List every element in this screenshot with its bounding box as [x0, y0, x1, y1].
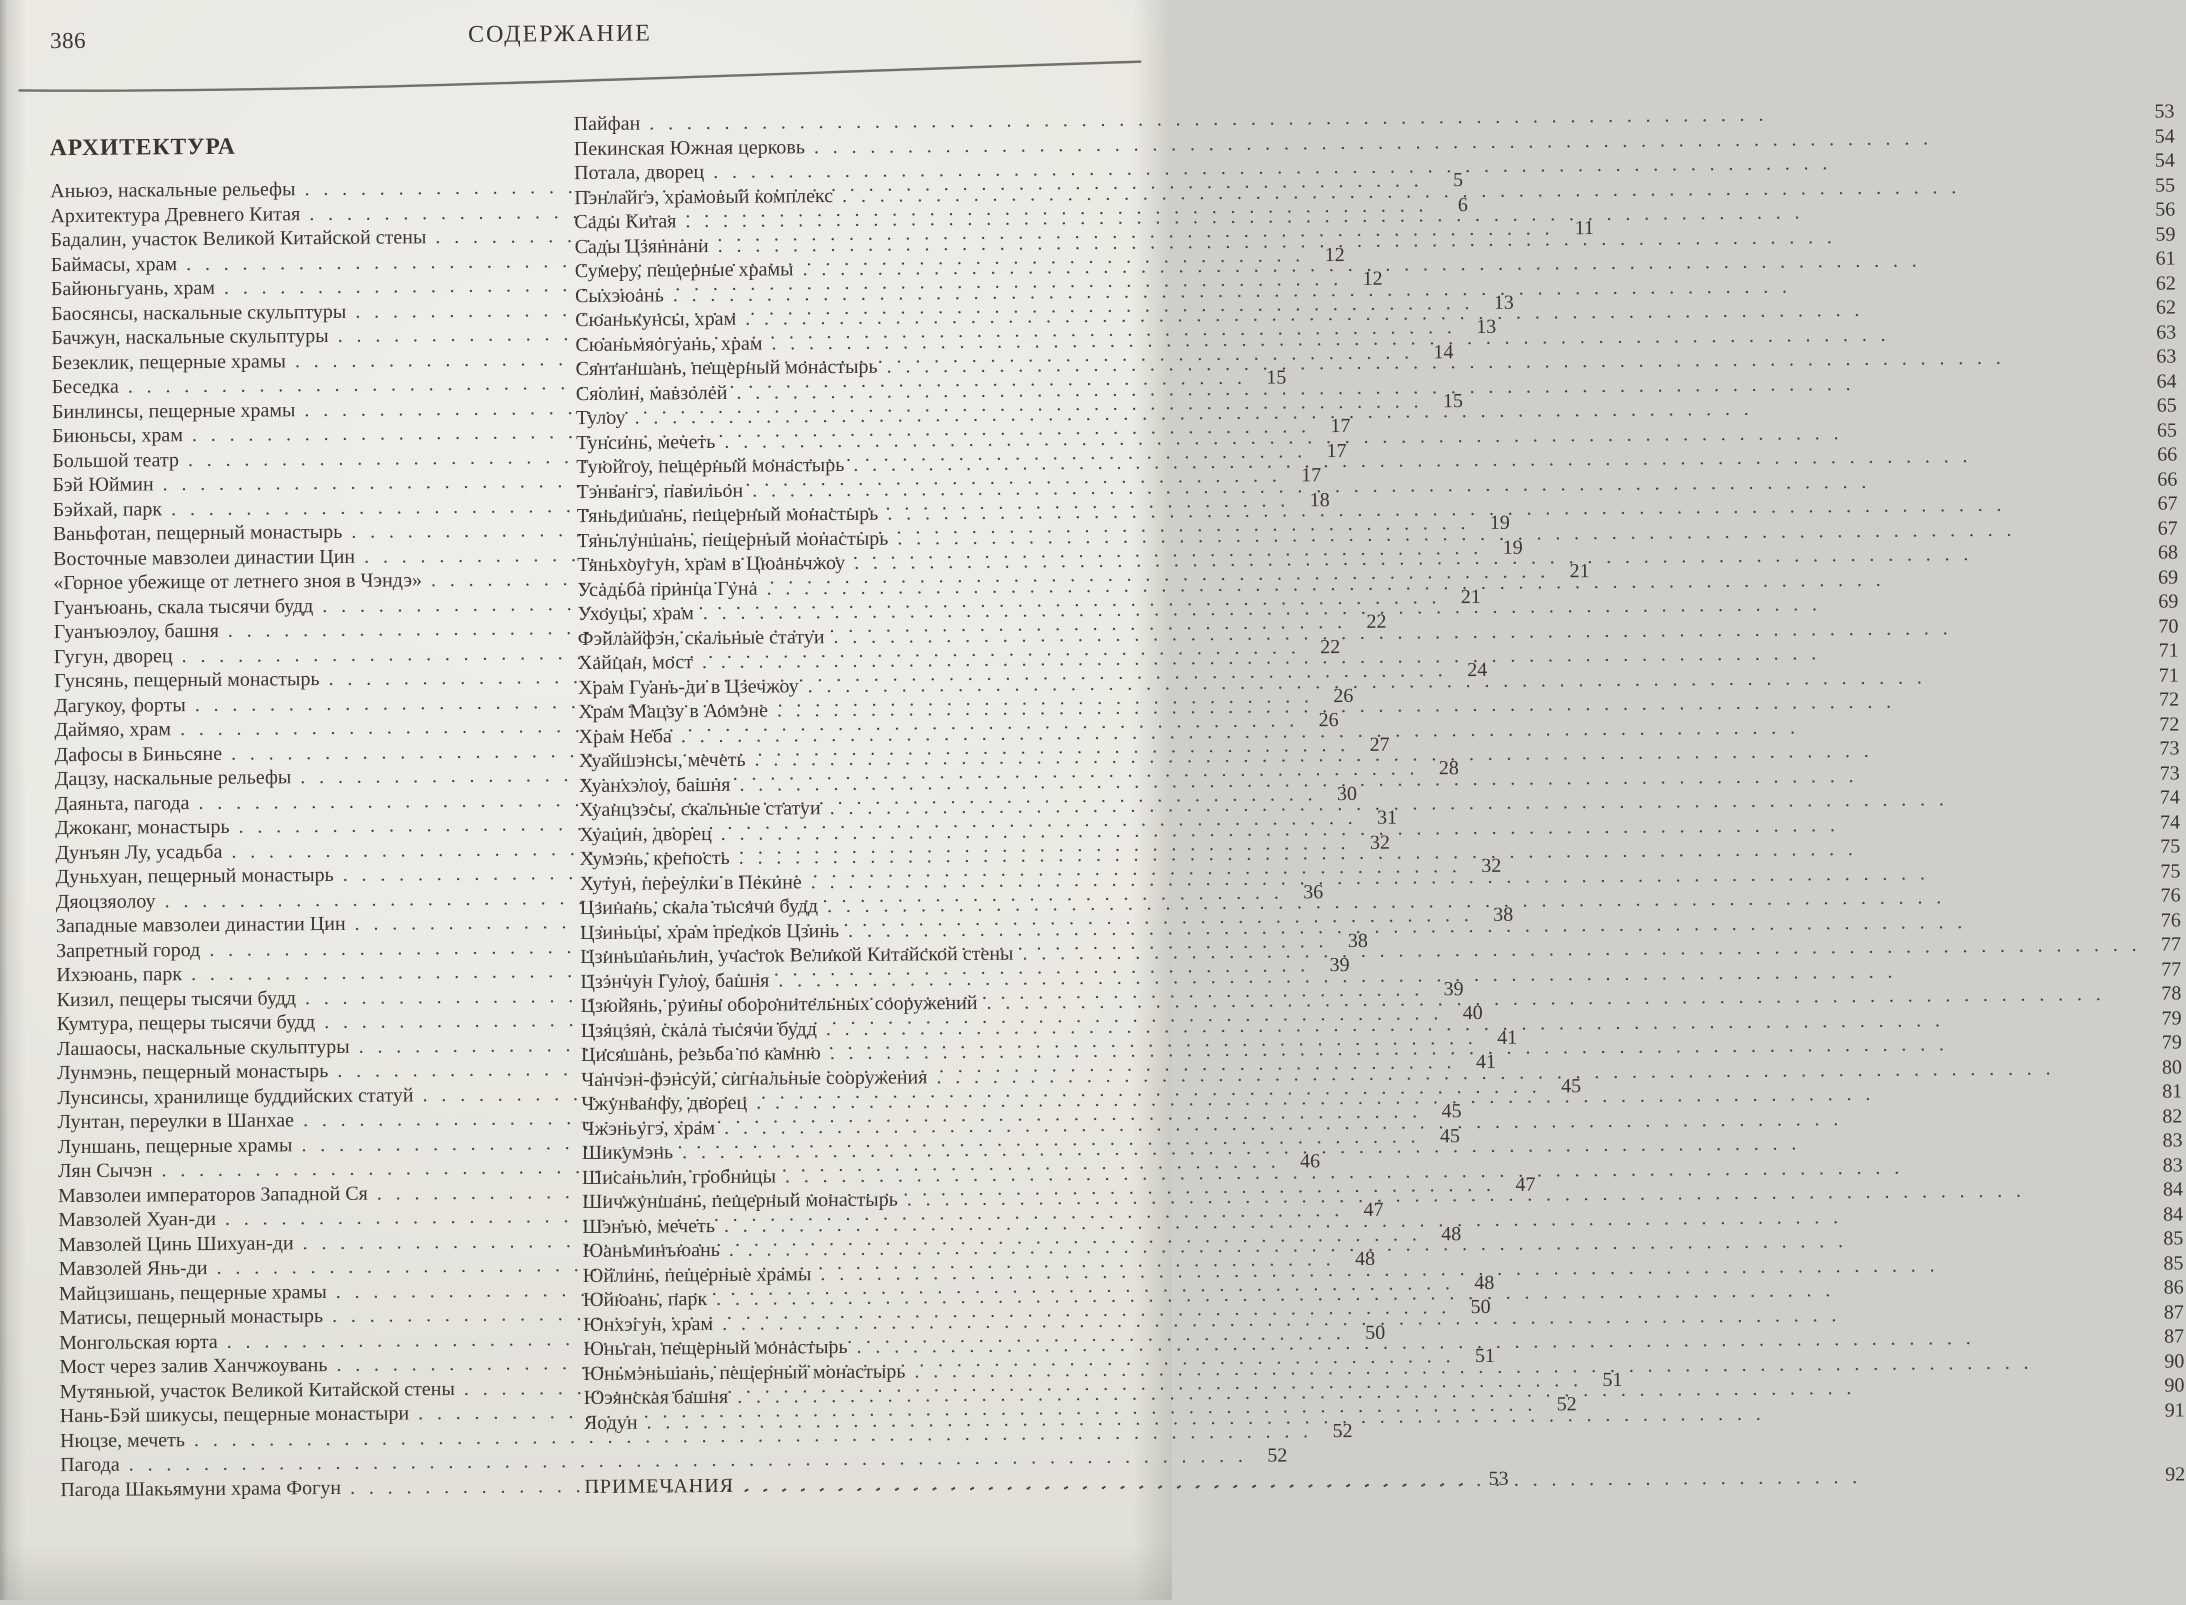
- toc-entry-page: 74: [2159, 810, 2181, 834]
- toc-entry-page: 54: [2154, 125, 2175, 148]
- toc-entry-title: Пайфан: [573, 112, 641, 136]
- toc-entry-page: 66: [2157, 467, 2178, 491]
- toc-entry-page: 75: [2160, 859, 2181, 883]
- toc-entry-title: Восточные мавзолеи династии Цин: [53, 545, 356, 570]
- toc-entry-title: Чжэньугэ, храм: [581, 1116, 716, 1140]
- toc-entry-page: 26: [1333, 684, 1354, 707]
- toc-entry-title: Западные мавзолеи династии Цин: [55, 912, 346, 938]
- toc-entry-page: 19: [1502, 536, 1523, 559]
- toc-entry-page: 15: [1442, 389, 1464, 412]
- toc-entry-title: Гуанъюань, скала тысячи будд: [53, 594, 314, 619]
- toc-entry-page: 22: [1366, 610, 1387, 633]
- toc-entry-page: 55: [2154, 174, 2176, 197]
- toc-entry-title: Усадьба принца Гуна: [577, 577, 758, 601]
- toc-column-right: [574, 100, 2186, 1500]
- toc-entry-page: 77: [2160, 933, 2182, 956]
- toc-entry-page: 69: [2158, 590, 2179, 613]
- toc-entry-title: Лунсинсы, хранилище буддийских статуй: [57, 1083, 414, 1109]
- toc-entry-page: 72: [2158, 688, 2180, 711]
- toc-entry-page: 84: [2162, 1178, 2184, 1201]
- toc-entry-title: Пагода: [60, 1453, 120, 1477]
- toc-entry-page: 73: [2159, 761, 2180, 785]
- toc-entry-title: Сяолин, мавзолей: [575, 381, 728, 405]
- toc-entry-page: 38: [1493, 903, 1514, 926]
- toc-entry-page: 53: [1488, 1467, 1509, 1490]
- toc-entry-title: Гунсянь, пещерный монастырь: [53, 668, 320, 693]
- toc-entry-page: 87: [2163, 1300, 2184, 1324]
- toc-entry-page: 59: [2155, 222, 2176, 246]
- toc-entry-title: Юньмэньшань, пещерный монастырь: [583, 1360, 906, 1385]
- toc-entry-title: Цзюйянь, руины оборонительных сооружений: [580, 991, 978, 1018]
- toc-entry-page: 91: [2164, 1398, 2185, 1422]
- toc-entry-page: 50: [1470, 1295, 1491, 1319]
- toc-entry-page: 64: [2156, 369, 2177, 393]
- toc-entry-title: Джоканг, монастырь: [55, 815, 230, 840]
- toc-entry-page: 21: [1460, 585, 1481, 608]
- notes-entry: [584, 1462, 2185, 1499]
- toc-entry-title: Шисаньлин, гробницы: [581, 1165, 777, 1189]
- toc-entry-title: Мавзолеи императоров Западной Ся: [58, 1182, 368, 1207]
- toc-entry-page: 47: [1515, 1173, 1536, 1196]
- toc-entry-page: 39: [1443, 977, 1464, 1000]
- toc-entry-title: Гугун, дворец: [53, 644, 173, 668]
- toc-entry-page: 12: [1362, 267, 1383, 290]
- toc-entry-page: 68: [2157, 541, 2179, 564]
- toc-entry-title: Шичжуншань, пещерный монастырь: [582, 1188, 898, 1214]
- toc-entry-title: Цзинань, скала тысячи будд: [579, 895, 819, 920]
- toc-entry-page: 82: [2162, 1104, 2183, 1128]
- toc-entry-title: Матисы, пещерный монастырь: [58, 1305, 324, 1330]
- toc-entry-page: 62: [2155, 296, 2177, 319]
- toc-entry-title: Тунсинь, мечеть: [576, 430, 716, 454]
- toc-entry-page: 30: [1336, 782, 1358, 805]
- toc-entry-page: 65: [2156, 418, 2178, 442]
- toc-entry-page: 77: [2161, 957, 2182, 981]
- toc-entry-title: Гуанъюэлоу, башня: [53, 619, 219, 644]
- toc-entry-page: 86: [2163, 1276, 2184, 1299]
- toc-entry-page: 87: [2163, 1325, 2185, 1348]
- toc-entry-title: Даймяо, храм: [54, 718, 172, 742]
- toc-entry-title: Нюцзе, мечеть: [59, 1428, 186, 1452]
- toc-entry-page: 62: [2155, 271, 2176, 295]
- toc-entry-title: Дуньхуан, пещерный монастырь: [55, 863, 334, 889]
- toc-entry-page: 79: [2161, 1006, 2182, 1030]
- toc-entry-title: Сюаньмяогуань, храм: [575, 332, 763, 356]
- toc-entry-title: Лунтан, переулки в Шанхае: [57, 1109, 295, 1134]
- toc-entry-page: 84: [2163, 1202, 2184, 1226]
- toc-entry-title: Юэянская башня: [583, 1385, 729, 1410]
- toc-entry-page: 45: [1561, 1074, 1582, 1097]
- toc-entry-title: Хайцан, мост: [577, 651, 694, 675]
- toc-entry-page: 32: [1481, 854, 1502, 877]
- toc-entry-page: 17: [1326, 439, 1347, 462]
- page-number: 386: [49, 27, 87, 54]
- toc-entry-page: 45: [1439, 1124, 1461, 1147]
- toc-entry-page: 17: [1330, 414, 1351, 438]
- toc-entry-title: Юйлинь, пещерные храмы: [582, 1262, 812, 1287]
- toc-entry-page: 26: [1318, 709, 1339, 732]
- toc-entry-title: Туюйгоу, пещерный монастырь: [576, 453, 845, 479]
- toc-entry-title: Тяньдишань, пещерный монастырь: [576, 502, 879, 528]
- toc-entry-title: Дагукоу, форты: [54, 693, 186, 717]
- notes-entry-page: 92: [2165, 1463, 2186, 1486]
- toc-entry-title: Лян Сычэн: [57, 1159, 153, 1183]
- toc-entry-title: Цзиньцы, храм предков Цзинь: [579, 919, 840, 944]
- toc-entry-page: 11: [1574, 217, 1595, 240]
- toc-entry-page: 73: [2159, 737, 2180, 760]
- toc-entry-title: Бадалин, участок Великой Китайской стены: [50, 226, 427, 252]
- toc-entry-title: Юйюань, парк: [582, 1288, 708, 1312]
- toc-entry-title: Монгольская юрта: [59, 1330, 218, 1354]
- toc-entry-title: Хуайшэнсы, мечеть: [578, 748, 746, 773]
- toc-entry-title: Хуацин, дворец: [579, 822, 712, 846]
- toc-entry-title: Ухоуцы, храм: [577, 602, 694, 626]
- toc-entry-page: 63: [2156, 320, 2177, 344]
- toc-entry-title: Байюньгуань, храм: [50, 276, 216, 301]
- toc-entry-title: Большой театр: [52, 448, 180, 472]
- toc-entry-page: 38: [1347, 929, 1368, 952]
- toc-entry-page: 85: [2163, 1227, 2184, 1250]
- toc-entry-page: 90: [2164, 1374, 2185, 1397]
- page-title: СОДЕРЖАНИЕ: [467, 20, 653, 48]
- toc-entry-title: Нань-Бэй шикусы, пещерные монастыри: [59, 1402, 410, 1428]
- toc-entry-title: Лунмэнь, пещерный монастырь: [57, 1060, 329, 1085]
- toc-entry-page: 46: [1299, 1150, 1321, 1173]
- toc-entry-page: 53: [2154, 100, 2175, 123]
- toc-entry-page: 32: [1369, 831, 1391, 854]
- toc-entry-title: Чанчэн-фэнсуй, сигнальные сооружения: [581, 1065, 928, 1091]
- toc-entry-page: 13: [1493, 291, 1514, 314]
- toc-entry-page: 15: [1266, 366, 1287, 389]
- toc-entry-title: Кизил, пещеры тысячи будд: [56, 986, 297, 1011]
- toc-entry-title: Пагода Шакьямуни храма Фогун: [60, 1476, 342, 1501]
- toc-entry-title: Майцзишань, пещерные храмы: [58, 1280, 327, 1305]
- toc-entry-title: Баосянсы, наскальные скульптуры: [51, 300, 347, 325]
- toc-entry-title: Бинлинсы, пещерные храмы: [51, 398, 296, 423]
- toc-entry-page: 50: [1365, 1321, 1386, 1344]
- toc-entry-title: Бэйхай, парк: [52, 497, 163, 521]
- toc-entry-page: 52: [1267, 1444, 1288, 1467]
- toc-entry-page: 31: [1377, 806, 1398, 829]
- toc-entry-page: 41: [1475, 1050, 1496, 1074]
- toc-entry-page: 12: [1324, 243, 1345, 266]
- toc-entry-page: 48: [1441, 1222, 1462, 1245]
- toc-entry-title: Запретный город: [56, 938, 201, 962]
- toc-entry-page: 71: [2158, 639, 2179, 662]
- toc-entry-title: Кумтура, пещеры тысячи будд: [56, 1011, 316, 1036]
- toc-entry-page: 79: [2161, 1031, 2182, 1054]
- toc-entry-title: Тяньхоугун, храм в Цюаньчжоу: [577, 551, 846, 577]
- toc-entry-page: 85: [2163, 1251, 2184, 1275]
- toc-entry-page: 66: [2157, 443, 2178, 466]
- toc-entry-title: Цзиньшаньлин, участок Великой Китайской стены: [580, 942, 1014, 969]
- toc-entry-title: Тулоу: [575, 406, 626, 430]
- toc-entry-title: Архитектура Древнего Китая: [50, 202, 301, 227]
- toc-entry-page: 67: [2157, 516, 2178, 540]
- toc-entry-page: 41: [1497, 1026, 1518, 1049]
- toc-entry-title: Тяньлуншань, пещерный монастырь: [576, 527, 889, 552]
- toc-entry-title: Чжунванфу, дворец: [581, 1091, 748, 1116]
- toc-entry-title: Сумеру, пещерные храмы: [574, 258, 794, 283]
- toc-entry-page: 63: [2156, 345, 2177, 368]
- toc-entry-page: 75: [2160, 835, 2181, 858]
- toc-entry-title: Юнхэгун, храм: [583, 1312, 714, 1336]
- toc-entry-title: Цзэнчун Гулоу, башня: [580, 969, 770, 993]
- toc-entry-page: 70: [2158, 614, 2179, 638]
- toc-entry-page: 27: [1369, 733, 1390, 756]
- toc-entry-title: Хумэнь, крепость: [579, 846, 730, 871]
- toc-entry-page: 67: [2157, 492, 2178, 515]
- toc-entry-title: Мутяньюй, участок Великой Китайской стены: [59, 1377, 455, 1403]
- toc-entry-title: Сыхэюань: [574, 283, 664, 307]
- toc-entry-title: Шикумэнь: [581, 1141, 674, 1165]
- toc-entry-page: 21: [1569, 560, 1590, 583]
- toc-entry-title: Цзяцзян, скала тысячи будд: [580, 1017, 817, 1042]
- toc-entry-title: Луншань, пещерные храмы: [57, 1133, 293, 1158]
- toc-entry-title: Цисяшань, резьба по камню: [580, 1042, 821, 1067]
- toc-entry-page: 76: [2160, 908, 2181, 932]
- toc-entry-page: 39: [1329, 954, 1350, 977]
- toc-entry-page: 6: [1457, 193, 1468, 216]
- toc-entry-title: Фэйлайфэн, скальные статуи: [577, 625, 825, 650]
- toc-entry-page: 45: [1441, 1100, 1462, 1123]
- toc-entry-page: 48: [1355, 1247, 1376, 1270]
- toc-entry-page: 48: [1474, 1271, 1495, 1294]
- toc-entry-title: Сянтаншань, пещерный монастырь: [575, 355, 878, 381]
- toc-entry-title: Баймасы, храм: [50, 252, 178, 276]
- toc-entry-page: 69: [2158, 565, 2179, 589]
- toc-entry-page: 19: [1489, 511, 1510, 534]
- toc-entry-title: Мавзолей Янь-ди: [58, 1256, 208, 1281]
- toc-entry-page: 61: [2155, 247, 2176, 270]
- toc-entry-title: Сады Китая: [574, 210, 677, 234]
- toc-entry-title: Юньган, пещерный монастырь: [583, 1335, 848, 1361]
- toc-entry-page: 36: [1303, 880, 1324, 903]
- toc-entry-page: 81: [2162, 1080, 2183, 1103]
- toc-entry-page: 65: [2156, 394, 2177, 417]
- toc-entry-title: Дунъян Лу, усадьба: [55, 840, 223, 864]
- toc-entry-title: Безеклик, пещерные храмы: [51, 349, 286, 374]
- toc-entry-title: Храм Мацзу в Аомэне: [578, 699, 769, 724]
- toc-entry-title: Храм Неба: [578, 724, 672, 748]
- toc-entry-page: 71: [2158, 663, 2179, 687]
- toc-entry-title: Даяньта, пагода: [54, 791, 190, 815]
- toc-columns: [49, 100, 2186, 1504]
- toc-entry-page: 40: [1462, 1001, 1483, 1025]
- toc-entry-page: 54: [2154, 149, 2175, 172]
- toc-entry-page: 52: [1332, 1419, 1353, 1442]
- toc-entry-title: Храм Гуань-ди в Цзечжоу: [578, 674, 799, 699]
- toc-entry-page: 47: [1363, 1198, 1384, 1221]
- toc-entry-title: Аньюэ, наскальные рельефы: [50, 178, 296, 203]
- toc-entry-title: Дацзу, наскальные рельефы: [54, 766, 292, 791]
- toc-entry-page: 24: [1467, 658, 1488, 682]
- toc-entry-page: 56: [2155, 198, 2176, 221]
- toc-entry-title: Мавзолей Цинь Шихуан-ди: [58, 1231, 294, 1256]
- toc-entry-title: Сады Цзяннани: [574, 234, 709, 258]
- toc-entry-page: 72: [2159, 712, 2180, 736]
- toc-entry-page: 80: [2161, 1055, 2183, 1079]
- toc-entry-page: 17: [1301, 464, 1322, 487]
- toc-entry-page: 76: [2160, 884, 2181, 907]
- toc-entry-title: Беседка: [51, 375, 119, 399]
- toc-entry-title: Юаньминъюань: [582, 1238, 720, 1263]
- toc-entry-title: Яодун: [583, 1411, 638, 1434]
- toc-entry-title: Бэй Юймин: [52, 473, 154, 497]
- toc-entry-title: «Горное убежище от летнего зноя в Чэндэ»: [53, 569, 423, 595]
- toc-entry-page: 13: [1476, 315, 1497, 338]
- toc-entry-page: 14: [1433, 340, 1454, 363]
- toc-entry-title: Бачжун, наскальные скульптуры: [51, 325, 329, 350]
- toc-entry-page: 22: [1320, 635, 1341, 658]
- toc-entry-page: 83: [2162, 1153, 2183, 1177]
- toc-entry-title: Дяоцзяолоу: [55, 889, 156, 913]
- toc-entry-title: Мост через залив Ханчжоувань: [59, 1354, 328, 1379]
- toc-entry-page: 51: [1602, 1368, 1623, 1391]
- toc-entry-title: Мавзолей Хуан-ди: [58, 1207, 217, 1232]
- toc-entry-title: Шэнъю, мечеть: [582, 1214, 716, 1238]
- toc-entry-page: 51: [1474, 1344, 1496, 1368]
- toc-entry-title: Пэнлайгэ, храмовый комплекс: [574, 184, 834, 209]
- toc-entry-title: Хутун, переулки в Пекине: [579, 870, 802, 895]
- toc-entry-page: 28: [1438, 757, 1459, 780]
- toc-entry-title: Ихэюань, парк: [56, 963, 183, 987]
- toc-entry-title: Потала, дворец: [573, 161, 705, 185]
- toc-entry-title: Лашаосы, наскальные скульптуры: [56, 1035, 350, 1060]
- toc-entry-title: Ваньфотан, пещерный монастырь: [52, 520, 343, 546]
- notes-entry-title: ПРИМЕЧАНИЯ: [584, 1474, 735, 1499]
- toc-entry-title: Сюанькунсы, храм: [575, 307, 737, 332]
- toc-entry-page: 90: [2164, 1349, 2185, 1373]
- toc-entry-page: 5: [1453, 169, 1464, 192]
- toc-entry-page: 78: [2161, 982, 2182, 1005]
- section-heading: АРХИТЕКТУРА: [49, 133, 236, 162]
- toc-entry-page: 18: [1309, 488, 1330, 511]
- toc-list-right: [574, 100, 2185, 1436]
- toc-entry-title: Хуанцзэсы, скальные статуи: [578, 797, 821, 822]
- dot-leader: [743, 1463, 2145, 1499]
- toc-entry-title: Биюньсы, храм: [52, 424, 184, 448]
- toc-entry-title: Дафосы в Биньсяне: [54, 742, 223, 766]
- toc-entry-title: Хуанхэлоу, башня: [578, 773, 731, 797]
- toc-entry-page: 74: [2159, 786, 2180, 809]
- toc-entry-page: 52: [1556, 1393, 1577, 1416]
- toc-entry-page: 83: [2162, 1129, 2183, 1152]
- toc-entry-title: Пекинская Южная церковь: [573, 135, 806, 160]
- toc-entry-title: Тэнвангэ, павильон: [576, 479, 744, 503]
